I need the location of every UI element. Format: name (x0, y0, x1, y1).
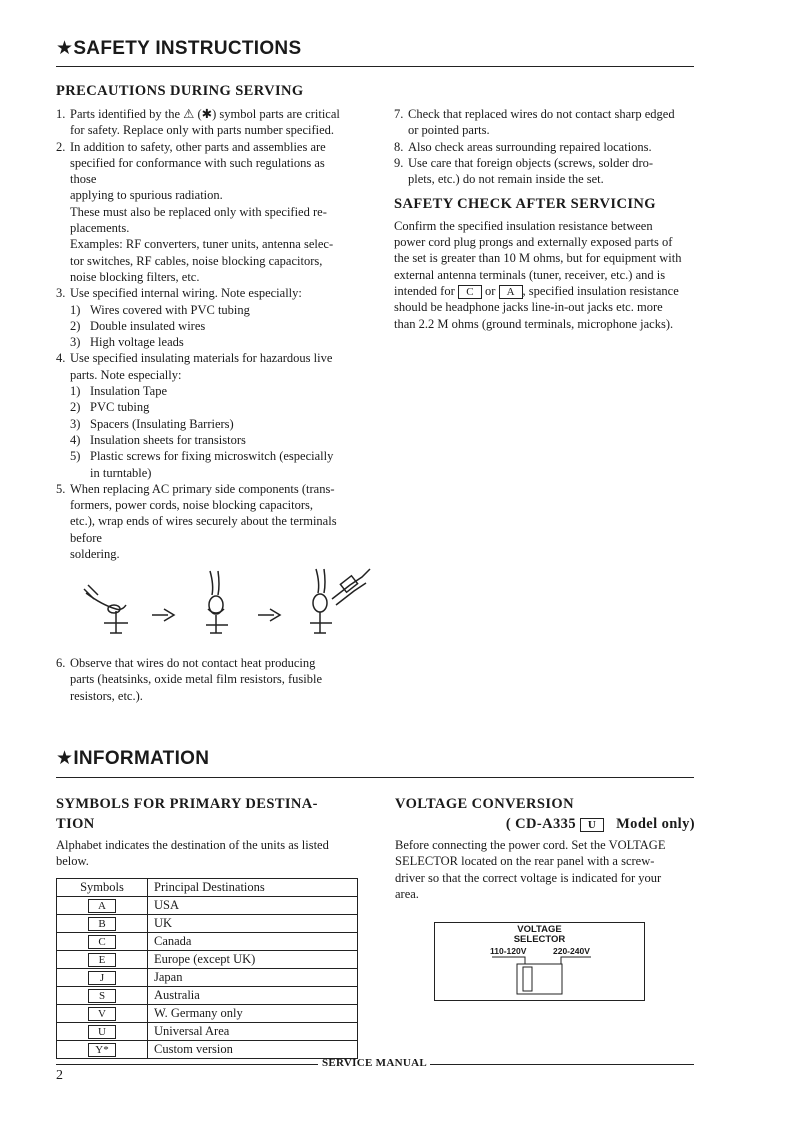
page-number: 2 (56, 1068, 63, 1083)
selector-switch-graphic (435, 923, 644, 1000)
item-line: Use specified internal wiring. Note especially: (70, 286, 302, 301)
check-line-with-symbols: intended for C or A , specified insulation resistance (394, 283, 679, 298)
precaution-item (56, 350, 356, 480)
precaution-item (56, 106, 356, 139)
destination-cell: Canada (148, 932, 358, 950)
destination-cell: Australia (148, 986, 358, 1004)
check-line: should be headphone jacks line-in-out jacks etc. more (394, 300, 663, 315)
precautions-right-column (394, 106, 694, 332)
item-line: plets, etc.) do not remain inside the set. (408, 172, 604, 187)
precaution-item (394, 155, 694, 188)
destination-cell: UK (148, 914, 358, 932)
item-line: soldering. (70, 547, 120, 562)
symbol-cell (57, 914, 148, 932)
symbol-code-box: J (88, 971, 116, 985)
item-line: Observe that wires do not contact heat producing (70, 656, 316, 670)
table-row (57, 914, 358, 932)
table-row (57, 1004, 358, 1022)
sub-item (70, 334, 356, 350)
symbol-cell (57, 932, 148, 950)
table-row (57, 968, 358, 986)
item-line: resistors, etc.). (70, 688, 143, 703)
symbol-code-box: S (88, 989, 116, 1003)
selector-title-line2: SELECTOR (513, 934, 566, 945)
table-row (57, 932, 358, 950)
selector-left-label: 110-120V (490, 946, 527, 956)
symbol-code-box: V (88, 1007, 116, 1021)
item-line: formers, power cords, noise blocking capacitors, (70, 498, 313, 513)
item-number: 5. (56, 481, 66, 496)
information-title-rule (56, 777, 694, 778)
item-number: 3. (56, 286, 66, 301)
symbol-code-box: E (88, 953, 116, 967)
symbol-cell (57, 1040, 148, 1058)
item-line: etc.), wrap ends of wires securely about the terminals (70, 514, 337, 529)
symbol-c-box: C (458, 285, 482, 299)
check-line: external antenna terminals (tuner, receiver, etc.) and is (394, 267, 666, 282)
table-row (57, 950, 358, 968)
precautions-column (56, 83, 356, 562)
symbol-code-box: B (88, 917, 116, 931)
precaution-item (394, 106, 694, 139)
table-header-symbols: Symbols (57, 878, 148, 896)
wire-wrap-illustration (80, 565, 380, 637)
precaution-item (56, 655, 356, 704)
item-line: parts (heatsinks, oxide metal film resistors, fusible (70, 672, 323, 687)
symbol-cell (57, 986, 148, 1004)
precaution-item (394, 139, 694, 155)
sub-item (70, 432, 356, 448)
voltage-heading: VOLTAGE CONVERSION (395, 796, 574, 812)
item-number: 8. (394, 139, 404, 154)
precaution-item-6-list (56, 655, 356, 704)
sub-text: Double insulated wires (90, 318, 206, 333)
sub-number: 4) (70, 432, 81, 447)
symbol-code-box: A (88, 899, 116, 913)
item-line: placements. (70, 221, 130, 236)
item-line: applying to spurious radiation. (70, 188, 223, 203)
sub-item (70, 416, 356, 432)
precaution-item-6-block (56, 655, 356, 704)
item-line: Examples: RF converters, tuner units, antenna selec- (70, 237, 334, 252)
destination-cell: Europe (except UK) (148, 950, 358, 968)
sub-number: 2) (70, 318, 81, 333)
footer-label: SERVICE MANUAL (322, 1057, 427, 1069)
table-row (57, 1040, 358, 1058)
symbol-cell (57, 896, 148, 914)
destinations-table (56, 878, 358, 1059)
footer-rule-right (430, 1064, 694, 1065)
item-line: those (70, 172, 97, 187)
precaution-item (56, 139, 356, 286)
item-number: 4. (56, 351, 66, 366)
item-line: Parts identified by the ⚠ (✱) symbol parts are critical (70, 107, 340, 121)
precaution-item (56, 481, 356, 562)
table-row (57, 1022, 358, 1040)
symbol-code-box: Y* (88, 1043, 116, 1057)
sub-item (70, 302, 356, 318)
check-line: the set is greater than 10 M ohms, but for equipment with (394, 251, 682, 266)
item-line: When replacing AC primary side components (trans- (70, 481, 335, 496)
voltage-model-line: ( CD-A335 U Model only) (505, 816, 695, 832)
selector-right-label: 220-240V (553, 946, 590, 956)
symbol-cell (57, 1004, 148, 1022)
check-line: than 2.2 M ohms (ground terminals, microphone jacks). (394, 316, 674, 331)
item-line: specified for conformance with such regulations as (70, 155, 325, 170)
destination-cell: W. Germany only (148, 1004, 358, 1022)
symbols-intro: Alphabet indicates the destination of the units as listed below. (56, 838, 329, 869)
symbol-cell (57, 1022, 148, 1040)
symbol-cell (57, 950, 148, 968)
table-row (57, 896, 358, 914)
voltage-paragraph: Before connecting the power cord. Set the VOLTAGE SELECTOR located on the rear panel with a screw- driver so that the correct voltage is indicated for your area. (395, 838, 666, 901)
item-number: 2. (56, 139, 66, 154)
sub-number: 1) (70, 384, 81, 399)
footer-rule-left (56, 1064, 318, 1065)
sub-number: 2) (70, 400, 81, 415)
sub-number: 3) (70, 416, 81, 431)
destination-cell: Custom version (148, 1040, 358, 1058)
symbol-code-box: C (88, 935, 116, 949)
sub-text: Spacers (Insulating Barriers) (90, 416, 234, 431)
symbols-heading: SYMBOLS FOR PRIMARY DESTINA- TION (56, 796, 318, 832)
voltage-selector-diagram (434, 922, 645, 1001)
symbol-a-box: A (499, 285, 523, 299)
sub-item (70, 383, 356, 399)
item-line: Use care that foreign objects (screws, solder dro- (408, 155, 654, 170)
item-number: 6. (56, 656, 66, 670)
item-line: before (70, 530, 102, 545)
item-number: 7. (394, 107, 404, 121)
precaution-item (56, 285, 356, 350)
sub-item (70, 318, 356, 334)
item-line: Check that replaced wires do not contact sharp edged (408, 107, 675, 121)
precautions-heading: PRECAUTIONS DURING SERVING (56, 83, 304, 99)
item-line: noise blocking filters, etc. (70, 269, 200, 284)
destination-cell: Universal Area (148, 1022, 358, 1040)
precautions-list-continued (394, 106, 694, 187)
sub-text: Plastic screws for fixing microswitch (especially (90, 449, 334, 464)
table-header-destinations: Principal Destinations (148, 878, 358, 896)
selector-title-line1: VOLTAGE (517, 924, 562, 935)
sub-text: Insulation Tape (90, 384, 168, 399)
sub-text: Insulation sheets for transistors (90, 432, 246, 447)
sub-text: PVC tubing (90, 400, 150, 415)
precautions-list (56, 106, 356, 562)
item-line: or pointed parts. (408, 123, 490, 138)
sub-text: High voltage leads (90, 335, 184, 350)
model-code-box: U (580, 818, 604, 832)
sub-number: 5) (70, 449, 81, 464)
symbols-section (56, 794, 358, 1059)
sub-text: Wires covered with PVC tubing (90, 302, 250, 317)
sub-number: 1) (70, 302, 81, 317)
item-line: tor switches, RF cables, noise blocking capacitors, (70, 253, 323, 268)
safety-check-paragraph (394, 218, 694, 332)
safety-instructions-title: ★SAFETY INSTRUCTIONS (56, 38, 302, 59)
destination-cell: USA (148, 896, 358, 914)
item-line: In addition to safety, other parts and assemblies are (70, 139, 326, 154)
sub-number: 3) (70, 335, 81, 350)
item-line: Also check areas surrounding repaired locations. (408, 139, 652, 154)
sub-item (70, 399, 356, 415)
sub-text: in turntable) (90, 465, 152, 480)
item-number: 9. (394, 155, 404, 170)
table-header-row (57, 878, 358, 896)
item-line: These must also be replaced only with specified re- (70, 204, 327, 219)
sub-list (70, 383, 356, 481)
safety-check-heading: SAFETY CHECK AFTER SERVICING (394, 196, 656, 213)
voltage-section (395, 794, 695, 902)
sub-item (70, 448, 356, 481)
check-line: Confirm the specified insulation resistance between (394, 218, 653, 233)
item-line: parts. Note especially: (70, 367, 182, 382)
information-title: ★INFORMATION (56, 748, 210, 769)
item-number: 1. (56, 107, 66, 121)
symbol-cell (57, 968, 148, 986)
item-line: for safety. Replace only with parts number specified. (70, 123, 335, 138)
item-line: Use specified insulating materials for hazardous live (70, 351, 333, 366)
check-line: power cord plug prongs and externally exposed parts of (394, 235, 673, 250)
safety-title-rule (56, 66, 694, 67)
table-row (57, 986, 358, 1004)
destination-cell: Japan (148, 968, 358, 986)
symbol-code-box: U (88, 1025, 116, 1039)
sub-list (70, 302, 356, 351)
